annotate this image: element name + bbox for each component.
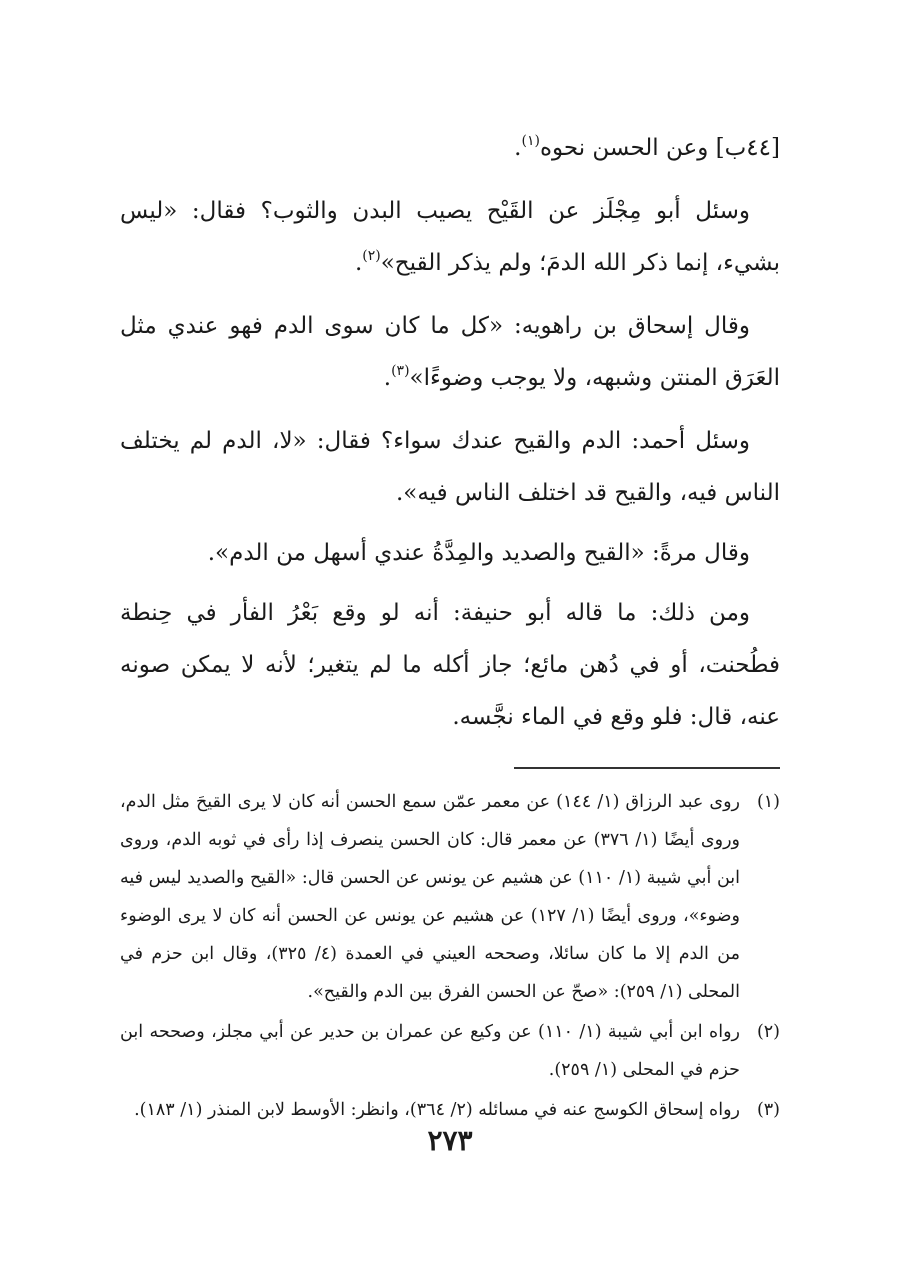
page-number: ٢٧٣ — [427, 1124, 473, 1157]
paragraph-tail: . — [514, 135, 522, 161]
paragraph-text: وقال إسحاق بن راهويه: «كل ما كان سوى الدم فهو عندي مثل العَرَق المنتن وشبهه، ولا يوجب وضوءًا» — [120, 313, 780, 391]
paragraph-3 — [120, 300, 780, 407]
footnote-number: (٣) — [756, 1100, 780, 1120]
book-page — [120, 122, 780, 1131]
paragraph-text: وسئل أحمد: الدم والقيح عندك سواء؟ فقال: «لا، الدم لم يختلف الناس فيه، والقيح قد اختلف الناس فيه». — [120, 428, 780, 506]
footnote-2 — [120, 1013, 780, 1089]
paragraph-tail: . — [354, 250, 363, 276]
footnote-ref: (٢) — [362, 248, 381, 264]
footnote-text: روى عبد الرزاق (١/ ١٤٤) عن معمر عمّن سمع الحسن أنه كان لا يرى القيحَ مثل الدم، وروى أيضًا (١/ ٣٧٦) عن معمر قال: كان الحسن ينصرف إذا رأى في ثوبه الدم، وروى ابن أبي شيبة (١/ ١١٠) عن هشيم عن يونس عن الحسن قال: «القيح والصديد ليس فيه وضوء»، وروى أيضًا (١/ ١٢٧) عن هشيم عن يونس عن الحسن أنه كان لا يرى الوضوء من الدم إلا ما كان سائلا، وصححه العيني في العمدة (٤/ ٣٢٥)، وقال ابن حزم في المحلى (١/ ٢٥٩): «صحّ عن الحسن الفرق بين الدم والقيح». — [120, 792, 741, 1002]
paragraph-text: وقال مرةً: «القيح والصديد والمِدَّةُ عندي أسهل من الدم». — [207, 540, 750, 566]
paragraph-text: وسئل أبو مِجْلَز عن القَيْح يصيب البدن والثوب؟ فقال: «ليس بشيء، إنما ذكر الله الدمَ؛ ولم يذكر القيح» — [120, 198, 780, 276]
footnote-number: (٢) — [756, 1022, 780, 1042]
paragraph-text: [٤٤ب] وعن الحسن نحوه — [539, 135, 780, 161]
paragraph-4 — [120, 415, 780, 519]
footnote-text: رواه ابن أبي شيبة (١/ ١١٠) عن وكيع عن عمران بن حدير عن أبي مجلز، وصححه ابن حزم في المحلى (١/ ٢٥٩). — [120, 1022, 740, 1080]
paragraph-tail: . — [383, 365, 392, 391]
paragraph-text: ومن ذلك: ما قاله أبو حنيفة: أنه لو وقع بَعْرُ الفأر في حِنطة فطُحنت، أو في دُهن مائع؛ جاز أكله ما لم يتغير؛ لأنه لا يمكن صونه عنه، قال: فلو وقع في الماء نجَّسه. — [120, 600, 780, 730]
footnote-number: (١) — [756, 792, 780, 812]
paragraph-1 — [120, 122, 780, 177]
footnote-1 — [120, 783, 780, 1011]
footnote-text: رواه إسحاق الكوسج عنه في مسائله (٢/ ٣٦٤)، وانظر: الأوسط لابن المنذر (١/ ١٨٣). — [134, 1100, 740, 1120]
footnote-divider — [514, 767, 780, 769]
footnote-ref: (١) — [521, 133, 540, 149]
paragraph-2 — [120, 185, 780, 292]
paragraph-6 — [120, 587, 780, 743]
paragraph-5 — [120, 527, 780, 579]
footnote-ref: (٣) — [391, 363, 410, 379]
